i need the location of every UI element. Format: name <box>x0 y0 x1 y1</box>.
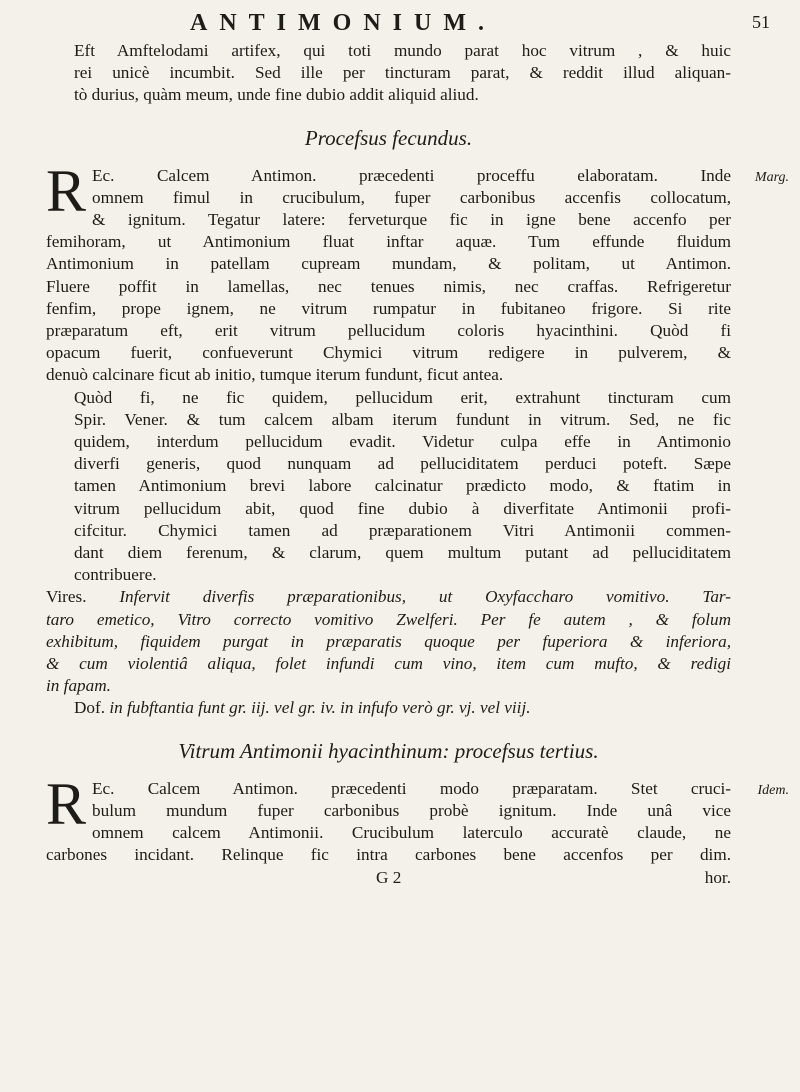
text-line <box>46 697 731 719</box>
intro-paragraph <box>46 40 731 107</box>
text-line: vitrum pellucidum abit, quod fine dubio à diverfitate Antimonii profi- <box>74 498 731 518</box>
text-line: dant diem ferenum, & clarum, quem multum putant ad pelluciditatem <box>74 543 731 563</box>
dof-text: in fubftantia funt gr. iij. vel gr. iv. in infufo verò gr. vj. vel viij. <box>105 698 531 718</box>
section-heading-procefsus-tertius: Vitrum Antimonii hyacinthinum: procefsus tertius. <box>178 738 599 763</box>
text-line: Antimonium in patellam cupream mundam, & politam, ut Antimon. <box>46 254 731 274</box>
text-line: diverfi generis, quod nunquam ad pelluciditatem perduci poteft. Sæpe <box>74 454 731 474</box>
signature-mark: G 2 <box>376 867 402 887</box>
text-line: taro emetico, Vitro correcto vomitivo Zwelferi. Per fe autem , & folum <box>46 609 731 629</box>
text-line: Spir. Vener. & tum calcem albam iterum fundunt in vitrum. Sed, ne fic <box>74 409 731 429</box>
running-title: ANTIMONIUM. <box>190 10 496 36</box>
section-heading-procefsus-fecundus: Procefsus fecundus. <box>304 125 473 150</box>
text-line: denuò calcinare ficut ab initio, tumque iterum fundunt, ficut antea. <box>46 365 504 385</box>
text-line: Ec. Calcem Antimon. præcedenti modo præparatam. Stet cruci- <box>92 778 731 798</box>
text-line: & ignitum. Tegatur latere: ferveturque fic in igne bene accenfo per <box>92 210 731 230</box>
text-line: & cum violentiâ aliqua, folet infundi cum vino, item cum mufto, & redigi <box>46 654 731 674</box>
section2-paragraph <box>46 157 789 387</box>
text-line: omnem calcem Antimonii. Crucibulum laterculo accuratè claude, ne <box>92 823 731 843</box>
text-line: omnem fimul in crucibulum, fuper carbonibus accenfis collocatum, <box>92 187 731 207</box>
text-line: quidem, interdum pellucidum evadit. Videtur culpa effe in Antimonio <box>74 432 731 452</box>
text-line: carbones incidant. Relinque fic intra carbones bene accenfos per dim. <box>46 845 731 865</box>
text-line: femihoram, ut Antimonium fluat inftar aquæ. Tum effunde fluidum <box>46 232 731 252</box>
drop-cap: R <box>46 770 87 837</box>
text-line: Fluere poffit in lamellas, nec tenues nimis, nec craffas. Refrigeretur <box>46 276 731 296</box>
text-line: opacum fuerit, confueverunt Chymici vitrum redigere in pulverem, & <box>46 343 731 363</box>
text-line: tò durius, quàm meum, unde fine dubio addit aliquid aliud. <box>74 85 479 105</box>
drop-cap: R <box>46 157 87 224</box>
text-line: fenfim, prope ignem, ne vitrum rumpatur in fubitaneo frigore. Si rite <box>46 298 731 318</box>
body-text <box>46 40 789 891</box>
text-line: tamen Antimonium brevi labore calcinatur prædicto modo, & ftatim in <box>74 476 731 496</box>
text-line: exhibitum, fiquidem purgat in præparatis quoque per fuperiora & inferiora, <box>46 631 731 651</box>
section2-paragraph-2 <box>46 387 731 587</box>
page-number: 51 <box>752 12 770 32</box>
page-header <box>80 10 770 36</box>
text-line: cifcitur. Chymici tamen ad præparationem Vitri Antimonii commen- <box>74 520 731 540</box>
text-line: in fapam. <box>46 676 111 696</box>
catchword: hor. <box>704 867 731 887</box>
text-line: rei unicè incumbit. Sed ille per tincturam parat, & reddit illud aliquan- <box>74 63 731 83</box>
text-line: contribuere. <box>74 565 157 585</box>
page-footer <box>46 867 731 891</box>
text-line: præparatum eft, erit vitrum pellucidum coloris hyacinthini. Quòd fi <box>46 321 731 341</box>
section3-paragraph <box>46 770 789 867</box>
vires-label: Vires. <box>46 587 87 607</box>
margin-note: Marg. <box>754 169 789 185</box>
dof-label: Dof. <box>74 698 106 718</box>
vires-paragraph <box>46 586 731 697</box>
text-line: Ec. Calcem Antimon. præcedenti proceffu elaboratam. Inde <box>92 165 731 185</box>
text-line: Quòd fi, ne fic quidem, pellucidum erit, extrahunt tincturam cum <box>74 387 731 407</box>
text-line: bulum mundum fuper carbonibus probè ignitum. Inde unâ vice <box>92 800 731 820</box>
dosis-paragraph <box>46 697 731 719</box>
margin-note: Idem. <box>757 782 789 798</box>
text-line: Eft Amftelodami artifex, qui toti mundo parat hoc vitrum , & huic <box>74 41 731 60</box>
vires-text: Infervit diverfis præparationibus, ut Oxyfaccharo vomitivo. Tar- <box>86 587 731 607</box>
text-line <box>46 586 731 608</box>
